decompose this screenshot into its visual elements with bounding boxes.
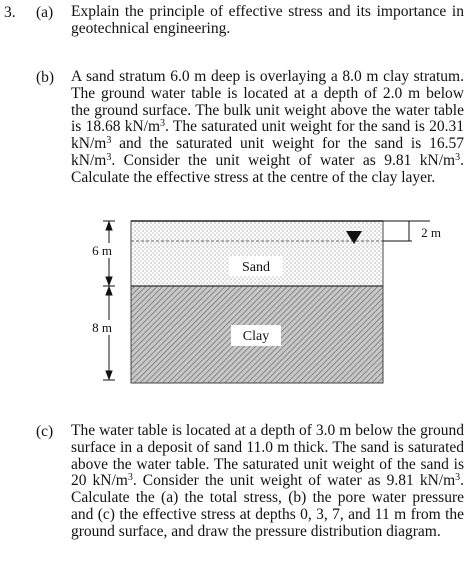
part-b-line-1: A sand stratum 6.0 m deep is overlaying a 8.0 m clay stratum. [71,68,464,85]
part-c-line-6: and (c) the effective stress at depths 0, 3, 7, and 11 m from the [71,505,464,523]
part-c-line-1: The water table is located at a depth of 3.0 m below the ground [71,422,464,439]
part-b-line-2: The ground water table is located at a depth of 2.0 m below [71,84,464,102]
part-b-line-3: the ground surface. The bulk unit weight above the water table [71,101,464,119]
part-b-line-6: $kN/m^3$. Consider the unit weight of water as 9.81 $kN/m^3$. [71,151,464,169]
part-c-line-5: Calculate the (a) the total stress, (b) the pore water pressure [71,489,464,507]
question-number: 3. [4,4,16,21]
part-c-text [71,423,464,541]
part-c-line-3: above the water table. The saturated unit weight of the sand is [71,455,464,473]
part-b-line-7: Calculate the effective stress at the centre of the clay layer. [71,168,436,186]
part-b-line-5: $kN/m^3$ and the saturated unit weight for the sand is 16.57 [71,135,464,153]
clay-label: Clay [242,329,270,344]
part-c-line-2: surface in a deposit of sand 11.0 m thick. The sand is saturated [71,438,464,456]
part-a-line-2: geotechnical engineering. [71,19,231,37]
part-a-label: (a) [36,4,54,21]
part-b-line-4: is 18.68 $kN/m^3$. The saturated unit weight for the sand is 20.31 [71,118,464,136]
sand-layer [131,221,383,286]
soil-profile-diagram [78,218,458,388]
water-table-depth-label: 2 m [421,225,441,240]
part-c-line-4: 20 $kN/m^3$. Consider the unit weight of water as 9.81 $kN/m^3$. [71,472,464,490]
clay-thickness-label: 8 m [92,320,112,335]
part-a-line-1: Explain the principle of effective stress and its importance in [71,3,464,20]
part-a-text [71,4,464,38]
part-c-label: (c) [36,423,54,440]
sand-label: Sand [242,260,270,275]
part-c-line-7: ground surface, and draw the pressure distribution diagram. [71,522,441,540]
sand-thickness-label: 6 m [92,243,112,258]
part-b-text [71,69,464,187]
part-b-label: (b) [36,69,55,86]
